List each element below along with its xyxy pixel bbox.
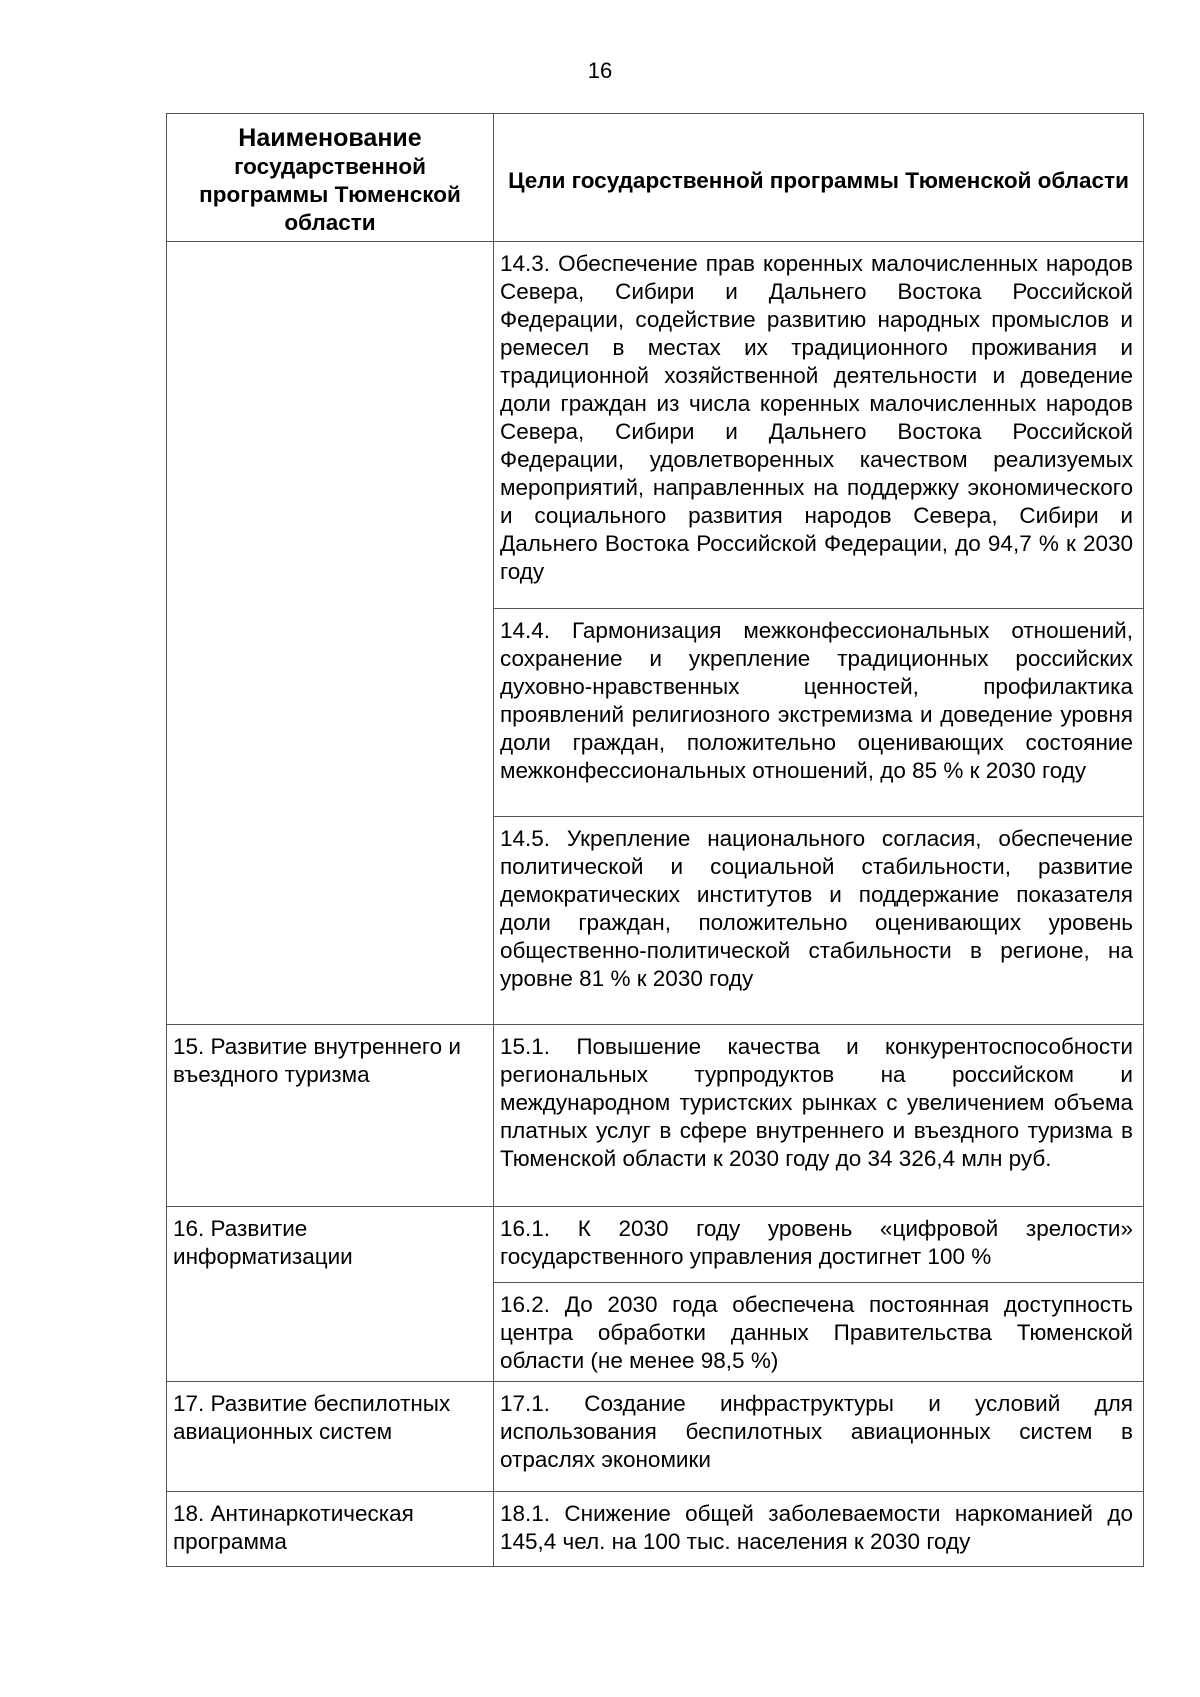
goal-cell: 14.4. Гармонизация межконфессиональных отношений, сохранение и укрепление традиционных российских духовно-нравственных ценностей, профилактика проявлений религиозного экстремизма и доведение уровня доли граждан, положительно оценивающих состояние межконфессиональных отношений, до 85 % к 2030 году — [494, 609, 1144, 817]
programs-goals-table — [166, 113, 1144, 1567]
goal-cell: 16.1. К 2030 году уровень «цифровой зрелости» государственного управления достигнет 100 % — [494, 1207, 1144, 1283]
program-name-cell: 18. Антинаркотическая программа — [167, 1492, 494, 1567]
goal-cell: 17.1. Создание инфраструктуры и условий для использования беспилотных авиационных систем в отраслях экономики — [494, 1382, 1144, 1492]
header-program-name-rest: государственной программы Тюменской области — [199, 154, 461, 235]
header-goals: Цели государственной программы Тюменской области — [494, 114, 1144, 242]
table-row — [167, 1207, 1144, 1283]
table-header-row — [167, 114, 1144, 242]
table-row — [167, 1382, 1144, 1492]
table-row — [167, 1025, 1144, 1207]
goal-cell: 15.1. Повышение качества и конкурентоспособности региональных турпродуктов на российском и международном туристских рынках с увеличением объема платных услуг в сфере внутреннего и въездного туризма в Тюменской области к 2030 году до 34 326,4 млн руб. — [494, 1025, 1144, 1207]
table-row — [167, 242, 1144, 609]
goal-cell: 14.5. Укрепление национального согласия, обеспечение политической и социальной стабильности, развитие демократических институтов и поддержание показателя доли граждан, положительно оценивающих уровень общественно-политической стабильности в регионе, на уровне 81 % к 2030 году — [494, 817, 1144, 1025]
header-program-name — [167, 114, 494, 242]
header-program-name-title: Наименование — [238, 124, 422, 152]
program-name-cell: 17. Развитие беспилотных авиационных систем — [167, 1382, 494, 1492]
program-name-cell: 16. Развитие информатизации — [167, 1207, 494, 1382]
program-name-cell: 15. Развитие внутреннего и въездного туризма — [167, 1025, 494, 1207]
goal-cell: 14.3. Обеспечение прав коренных малочисленных народов Севера, Сибири и Дальнего Востока Российской Федерации, содействие развитию народных промыслов и ремесел в местах их традиционного проживания и традиционной хозяйственной деятельности и доведение доли граждан из числа коренных малочисленных народов Севера, Сибири и Дальнего Востока Российской Федерации, удовлетворенных качеством реализуемых мероприятий, направленных на поддержку экономического и социального развития народов Севера, Сибири и Дальнего Востока Российской Федерации, до 94,7 % к 2030 году — [494, 242, 1144, 609]
program-name-cell — [167, 242, 494, 1025]
goal-cell: 18.1. Снижение общей заболеваемости наркоманией до 145,4 чел. на 100 тыс. населения к 2030 году — [494, 1492, 1144, 1567]
table-row — [167, 1492, 1144, 1567]
page-number: 16 — [587, 58, 613, 83]
goal-cell: 16.2. До 2030 года обеспечена постоянная доступность центра обработки данных Правительства Тюменской области (не менее 98,5 %) — [494, 1283, 1144, 1382]
